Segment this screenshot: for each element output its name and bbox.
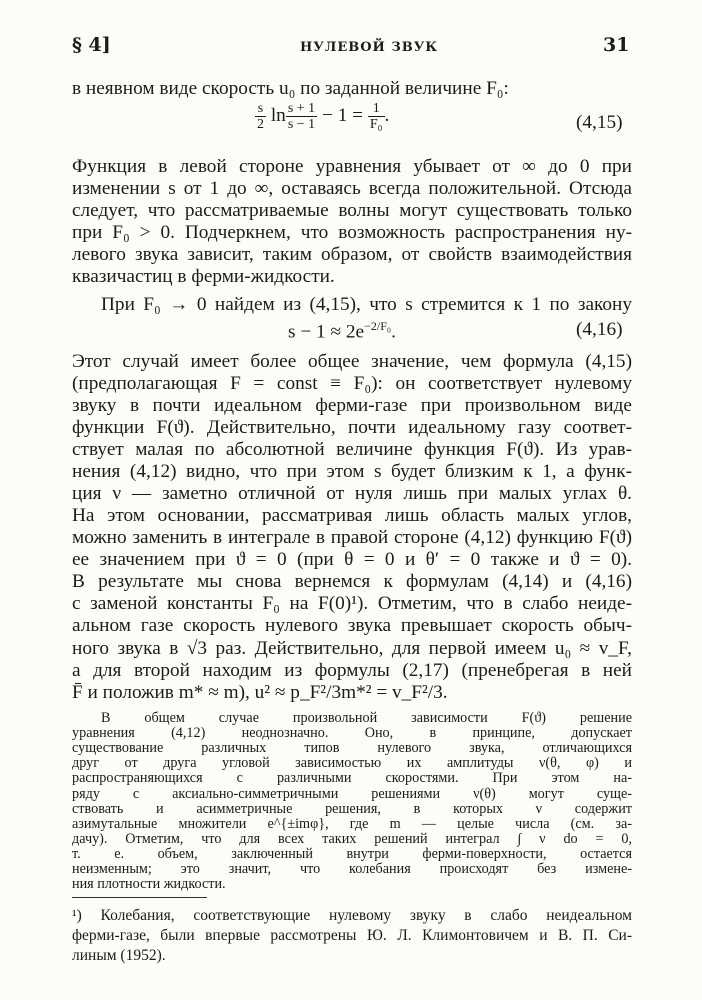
text-line: можно заменить в интеграле в правой стороне (4,12) функцию F(ϑ) bbox=[72, 527, 632, 548]
text-line: т. е. объем, заключенный внутри ферми-поверхности, остается bbox=[72, 845, 632, 862]
text-line: В результате мы снова вернемся к формулам (4,14) и (4,16) bbox=[72, 571, 632, 592]
text-line: ствует малая по абсолютной величине функция F(ϑ). Из урав- bbox=[72, 439, 632, 460]
eq-frac-main bbox=[286, 101, 317, 132]
text-line: На этом основании, рассматривая лишь область малых углов, bbox=[72, 505, 632, 526]
text-line: В общем случае произвольной зависимости F(ϑ) решение bbox=[101, 710, 632, 726]
text-line: существование различных типов нулевого звука, отличающихся bbox=[72, 740, 632, 757]
text-line: ствовать и асимметричные решения, в которых ν содержит bbox=[72, 800, 632, 817]
eq-end: . bbox=[391, 321, 396, 343]
text-line: ного звука в √3 раз. Действительно, для первой имеем u₀ ≈ v_F, bbox=[72, 638, 632, 659]
eq-den: s − 1 bbox=[287, 117, 316, 132]
text-line: уравнения (4,12) неоднозначно. Оно, в принципе, допускает bbox=[72, 725, 632, 742]
eq-num: s + 1 bbox=[287, 101, 316, 116]
footnote-line: ферми-газе, были впервые рассмотрены Ю. Л. Климонтовичем и В. П. Си- bbox=[72, 927, 632, 944]
text-line: ния плотности жидкости. bbox=[72, 876, 226, 893]
text-line: ее значением при ϑ = 0 (при θ = 0 и θ′ = 0 также и ϑ = 0). bbox=[72, 549, 632, 570]
intro-line: в неявном виде скорость u₀ по заданной величине F₀: bbox=[72, 78, 509, 99]
eq-num: s bbox=[255, 101, 266, 117]
equation-number-4-15: (4,15) bbox=[576, 112, 623, 133]
eq-num: 1 bbox=[368, 101, 385, 117]
text-line: нения (4,12) видно, что при этом s будет близким к 1, а функ- bbox=[72, 461, 632, 482]
text-line: ция ν — заметно отличной от нуля лишь при малых углах θ. bbox=[72, 483, 632, 504]
eq-frac-s2 bbox=[255, 101, 266, 132]
eq-den: 2 bbox=[257, 117, 264, 132]
text-line: друг от друга угловой зависимостью их амплитуды ν(θ, φ) и bbox=[72, 755, 632, 772]
footnote-line: линым (1952). bbox=[72, 947, 166, 964]
text-line: Этот случай имеет более общее значение, чем формула (4,15) bbox=[72, 351, 632, 372]
text-line: неизменным; это значит, что колебания происходят без измене- bbox=[72, 861, 632, 877]
equation-number-4-16: (4,16) bbox=[576, 319, 623, 340]
text-line: дачу). Отметим, что для всех таких решений интеграл ∫ ν do = 0, bbox=[72, 830, 632, 847]
equation-4-16 bbox=[288, 319, 396, 343]
section-marker: § 4] bbox=[72, 34, 111, 56]
text-line: ряду с аксиально-симметричными решениями ν(θ) могут суще- bbox=[72, 785, 632, 802]
footnote-line: ¹) Колебания, соответствующие нулевому звуку в слабо неидеальном bbox=[72, 907, 632, 924]
eq-den: F₀ bbox=[369, 117, 383, 132]
eq-minus-one: − 1 = bbox=[322, 104, 364, 126]
eq-end: . bbox=[384, 104, 390, 126]
text-line: Функция в левой стороне уравнения убывает от ∞ до 0 при bbox=[72, 156, 632, 177]
text-line: изменении s от 1 до ∞, оставаясь всегда положительной. Отсюда bbox=[72, 178, 632, 199]
text-line: (предполагающая F = const ≡ F₀): он соответствует нулевому bbox=[72, 373, 632, 394]
text-line: квазичастиц в ферми-жидкости. bbox=[72, 266, 335, 287]
text-line: а для второй находим из формулы (2,17) (пренебрегая в ней bbox=[72, 660, 632, 681]
text-line: При F₀ → 0 найдем из (4,15), что s стремится к 1 по закону bbox=[101, 294, 632, 315]
text-line: F̄ и положив m* ≈ m), u² ≈ p_F²/3m*² = v_F²/3. bbox=[72, 682, 448, 703]
text-line: при F₀ > 0. Подчеркнем, что возможность распространения ну- bbox=[72, 222, 632, 243]
equation-4-15 bbox=[255, 101, 389, 132]
text-line: альном газе скорость нулевого звука превышает скорость обыч- bbox=[72, 615, 632, 636]
text-line: распространяющихся с различными скоростями. При этом на- bbox=[72, 770, 632, 787]
text-line: азимутальные множители e^{±imφ}, где m — целые числа (см. за- bbox=[72, 815, 632, 832]
text-line: следует, что рассматриваемые волны могут существовать только bbox=[72, 200, 632, 221]
text-line: звуку в почти идеальном ферми-газе при произвольном виде bbox=[72, 395, 632, 416]
eq-frac-rhs bbox=[368, 101, 385, 132]
eq-ln: ln bbox=[270, 104, 286, 126]
footnote-separator bbox=[72, 897, 207, 898]
text-line: левого звука зависит, таким образом, от свойств взаимодействия bbox=[72, 244, 632, 265]
eq-text: s − 1 ≈ 2e bbox=[288, 321, 365, 343]
running-title: НУЛЕВОЙ ЗВУК bbox=[300, 40, 439, 55]
page-number: 31 bbox=[603, 34, 630, 56]
text-line: функции F(ϑ). Действительно, почти идеальному газу соответ- bbox=[72, 417, 632, 438]
text-line: с заменой константы F₀ на F(0)¹). Отметим, что в слабо неиде- bbox=[72, 593, 632, 614]
eq-exponent: −2/F₀ bbox=[364, 319, 392, 333]
